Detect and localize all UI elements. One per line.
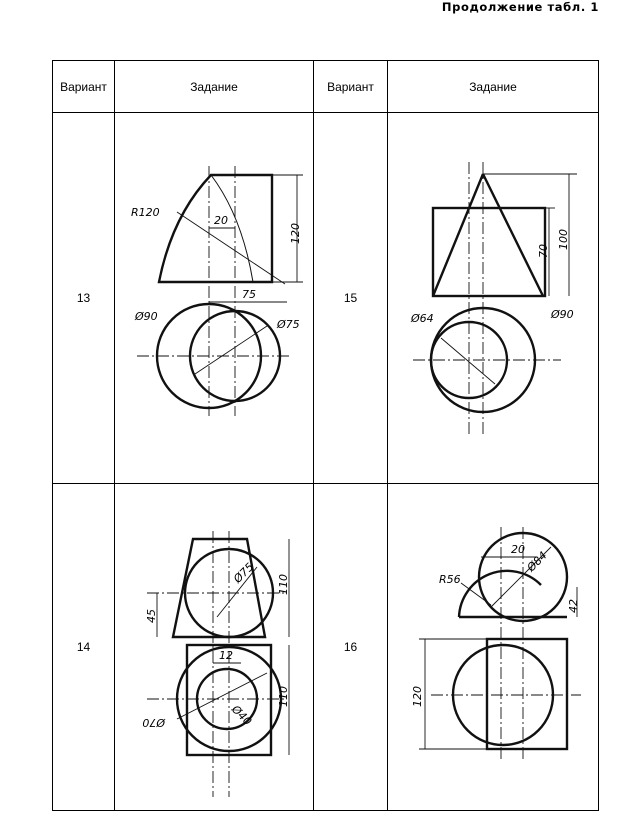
- v16-dim-120-label: 120: [410, 686, 424, 707]
- v13-front-outline: [159, 175, 272, 282]
- drawing-variant-15: [391, 116, 596, 481]
- assignment-table: [52, 60, 599, 811]
- v15-dia-leader: [441, 338, 495, 384]
- v16-dim-20-label: 20: [510, 543, 525, 556]
- variant-cell: 15: [314, 113, 388, 484]
- drawing-cell: [115, 484, 314, 811]
- variant-cell: 16: [314, 484, 388, 811]
- drawing-cell: [388, 484, 599, 811]
- v15-dim-70-label: 70: [536, 243, 550, 258]
- header-row: [53, 61, 599, 113]
- v13-dim-120-label: 120: [288, 222, 302, 244]
- v15-cone-outline: [433, 174, 543, 296]
- v14-dim-45-label: 45: [144, 609, 158, 623]
- v13-dim-75-label: 75: [241, 287, 256, 301]
- table-caption: Продолжение табл. 1: [441, 0, 599, 14]
- v14-dia-40-label: Ø40: [228, 702, 254, 729]
- v13-radius-line: [177, 212, 285, 284]
- v14-dim-12-label: 12: [218, 649, 233, 662]
- v16-dia-84-label: Ø84: [524, 548, 550, 575]
- v16-dim-42-label: 42: [566, 599, 580, 613]
- drawing-variant-14: [117, 487, 312, 807]
- v14-dia-75-label: Ø75: [230, 560, 256, 586]
- drawing-cell: [388, 113, 599, 484]
- v15-dia-90-label: Ø90: [550, 307, 574, 321]
- table-row: [53, 113, 599, 484]
- v16-box-outline: [487, 639, 567, 749]
- header-variant-right: Вариант: [314, 61, 388, 113]
- v14-dim-110-bottom-label: 110: [276, 686, 290, 707]
- v13-inner-arc: [211, 175, 253, 282]
- variant-cell: 13: [53, 113, 115, 484]
- v13-dia-leader: [195, 326, 267, 374]
- v13-dia-90-label: Ø90: [134, 309, 158, 323]
- variant-cell: 14: [53, 484, 115, 811]
- v13-dim-20-label: 20: [213, 213, 228, 227]
- v13-radius-label: R120: [130, 205, 160, 219]
- header-variant-left: Вариант: [53, 61, 115, 113]
- v14-dim-110-top-label: 110: [276, 574, 290, 595]
- v15-dim-100-label: 100: [556, 228, 570, 250]
- v16-half-sphere-arc: [459, 571, 541, 617]
- drawing-variant-13: [117, 116, 312, 481]
- header-task-right: Задание: [388, 61, 599, 113]
- v13-dia-75-label: Ø75: [276, 317, 300, 331]
- v14-dia-70-label: Ø70: [141, 716, 165, 729]
- drawing-cell: [115, 113, 314, 484]
- v16-radius-label: R56: [438, 573, 461, 586]
- table-row: [53, 484, 599, 811]
- drawing-variant-16: [391, 487, 596, 807]
- v15-dia-64-label: Ø64: [410, 311, 434, 325]
- header-task-left: Задание: [115, 61, 314, 113]
